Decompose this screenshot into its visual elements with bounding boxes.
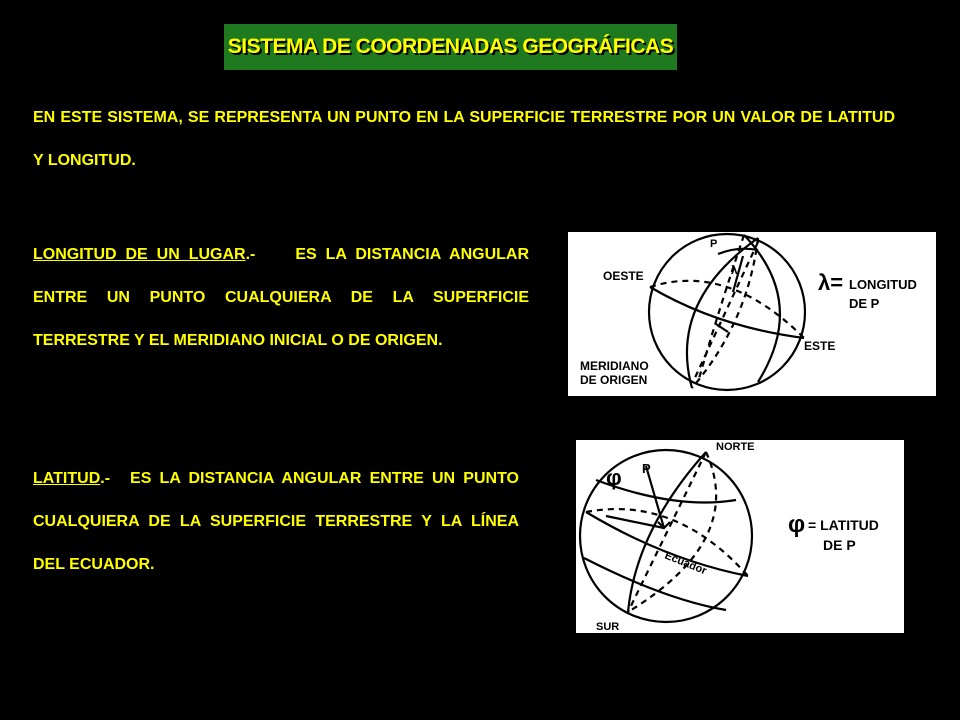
lambda-label: λ bbox=[731, 263, 738, 277]
equator-label: Ecuador bbox=[662, 549, 709, 578]
west-label: OESTE bbox=[603, 269, 644, 283]
latitud-separator: .- bbox=[100, 470, 111, 487]
lambda-legend-line2: DE P bbox=[849, 296, 880, 311]
lambda-legend-symbol: λ= bbox=[818, 270, 844, 295]
latitud-paragraph bbox=[33, 457, 519, 586]
phi-legend-line1: = LATITUD bbox=[808, 517, 879, 533]
latitud-term: LATITUD bbox=[33, 470, 101, 487]
east-label: ESTE bbox=[804, 339, 836, 353]
south-label: SUR bbox=[596, 621, 620, 633]
page-title: SISTEMA DE COORDENADAS GEOGRÁFICAS bbox=[227, 35, 674, 58]
title-banner bbox=[224, 24, 677, 70]
point-meridian-line bbox=[744, 235, 780, 382]
globe-outline bbox=[649, 234, 805, 390]
latitud-definition: ES LA DISTANCIA ANGULAR ENTRE UN PUNTO CUALQUIERA DE LA SUPERFICIE TERRESTRE Y LA LÍNEA DEL ECUADOR. bbox=[33, 470, 519, 573]
point-meridian-back bbox=[698, 235, 744, 382]
origin-label-line1: MERIDIANO bbox=[580, 359, 649, 373]
phi-legend-line2: DE P bbox=[823, 537, 856, 553]
longitud-definition: ES LA DISTANCIA ANGULAR ENTRE UN PUNTO CUALQUIERA DE LA SUPERFICIE TERRESTRE Y EL MERIDIANO INICIAL O DE ORIGEN. bbox=[33, 246, 530, 349]
latitud-figure bbox=[576, 440, 904, 633]
latitud-globe-diagram bbox=[576, 440, 904, 633]
longitud-globe-diagram bbox=[568, 232, 936, 396]
equator-line bbox=[586, 512, 748, 576]
lambda-legend-line1: LONGITUD bbox=[849, 277, 917, 292]
longitud-figure bbox=[568, 232, 936, 396]
intro-paragraph: EN ESTE SISTEMA, SE REPRESENTA UN PUNTO EN LA SUPERFICIE TERRESTRE POR UN VALOR DE LATITUD Y LONGITUD. bbox=[33, 109, 895, 169]
origin-meridian-line bbox=[687, 238, 758, 388]
longitud-term: LONGITUD DE UN LUGAR bbox=[33, 246, 246, 263]
axis-line bbox=[628, 452, 706, 612]
point-label: P bbox=[710, 238, 718, 250]
north-label: NORTE bbox=[716, 441, 755, 453]
phi-label: φ bbox=[606, 465, 622, 490]
point-label: P bbox=[642, 461, 651, 476]
longitud-paragraph bbox=[33, 233, 529, 362]
center-tick bbox=[716, 324, 728, 332]
origin-label-line2: DE ORIGEN bbox=[580, 373, 648, 387]
equator-back bbox=[586, 509, 748, 576]
longitud-separator: .- bbox=[245, 246, 256, 263]
phi-legend-symbol: φ bbox=[788, 511, 806, 538]
meridian-back bbox=[628, 452, 716, 612]
